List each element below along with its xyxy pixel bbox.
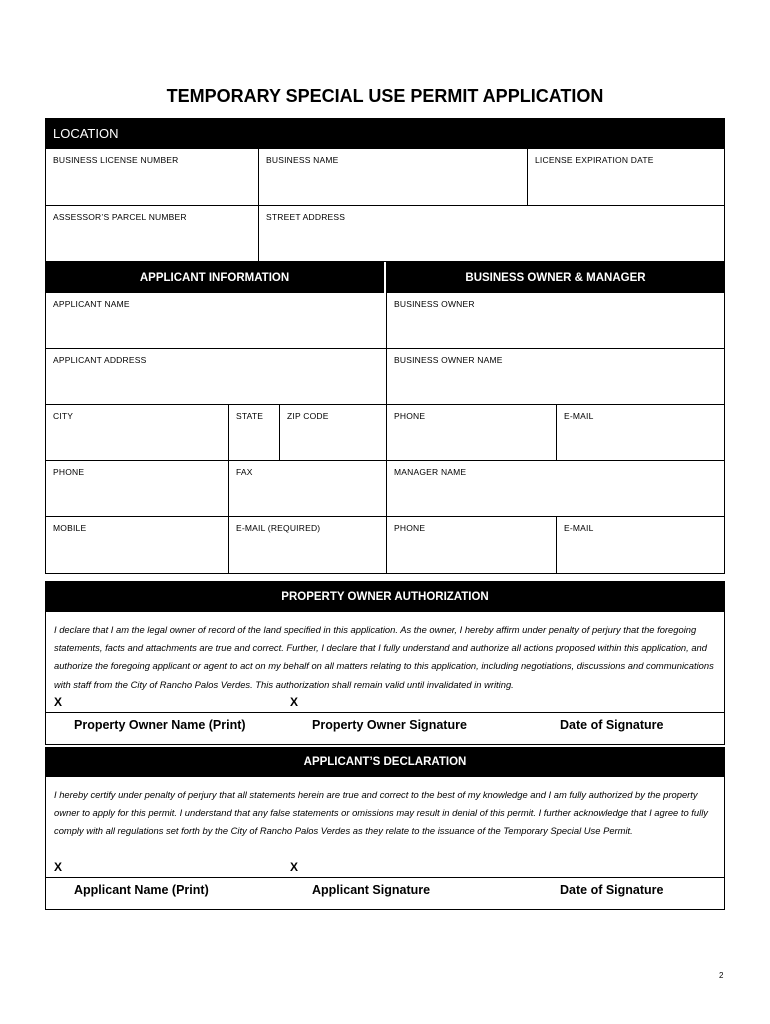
street-address-field[interactable]: STREET ADDRESS <box>258 206 724 261</box>
manager-email-field[interactable]: E-MAIL <box>556 517 724 573</box>
applicant-date-label: Date of Signature <box>560 883 664 897</box>
city-field[interactable]: CITY <box>53 411 74 421</box>
property-owner-authorization-section <box>45 581 725 745</box>
business-owner-field[interactable]: BUSINESS OWNER <box>386 293 724 348</box>
property-owner-name-print-label: Property Owner Name (Print) <box>74 718 246 732</box>
zip-code-field[interactable]: ZIP CODE <box>279 405 386 460</box>
applicant-owner-section <box>45 262 725 574</box>
location-section <box>45 118 725 262</box>
state-field[interactable]: STATE <box>228 405 279 460</box>
business-license-number-field[interactable]: BUSINESS LICENSE NUMBER <box>53 155 179 165</box>
page-title: TEMPORARY SPECIAL USE PERMIT APPLICATION <box>166 86 604 106</box>
property-owner-name-x-mark: X <box>54 695 63 709</box>
page-number: 2 <box>719 971 724 980</box>
mobile-field[interactable]: MOBILE <box>53 523 87 533</box>
property-owner-signature-x-mark: X <box>290 695 299 709</box>
owner-email-field[interactable]: E-MAIL <box>556 405 724 460</box>
applicant-name-print-label: Applicant Name (Print) <box>74 883 209 897</box>
business-owner-name-field[interactable]: BUSINESS OWNER NAME <box>386 349 724 404</box>
applicant-declaration-section <box>45 747 725 910</box>
business-owner-manager-header: BUSINESS OWNER & MANAGER <box>384 262 725 293</box>
manager-name-field[interactable]: MANAGER NAME <box>386 461 724 516</box>
applicant-information-header: APPLICANT INFORMATION <box>45 262 384 293</box>
applicant-name-field[interactable]: APPLICANT NAME <box>53 299 130 309</box>
assessors-parcel-number-field[interactable]: ASSESSOR’S PARCEL NUMBER <box>53 212 187 222</box>
applicant-phone-field[interactable]: PHONE <box>53 467 85 477</box>
applicant-signature-x-mark: X <box>290 860 299 874</box>
applicant-signature-label: Applicant Signature <box>312 883 431 897</box>
property-owner-signature-label: Property Owner Signature <box>312 718 467 732</box>
license-expiration-date-field[interactable]: LICENSE EXPIRATION DATE <box>527 149 724 205</box>
applicant-declaration-header: APPLICANT’S DECLARATION <box>45 747 725 777</box>
applicant-declaration-text: I hereby certify under penalty of perjury that all statements herein are true and correct to the best of my knowledge and I am fully authorized by the property owner to apply for this permit. I understand that any false statements or omissions may result in denial of this permit. I further acknowledge that I agree to fully comply with all regulations set forth by the City of Rancho Palos Verdes as they relate to the issuance of the Temporary Special Use Permit. <box>45 777 725 858</box>
fax-field[interactable]: FAX <box>228 461 386 516</box>
applicant-email-field[interactable]: E-MAIL (REQUIRED) <box>228 517 386 573</box>
applicant-name-x-mark: X <box>54 860 63 874</box>
property-owner-authorization-header: PROPERTY OWNER AUTHORIZATION <box>45 581 725 612</box>
location-header: LOCATION <box>45 118 725 149</box>
business-name-field[interactable]: BUSINESS NAME <box>258 149 527 205</box>
property-owner-declaration-text: I declare that I am the legal owner of record of the land specified in this application. As the owner, I hereby affirm under penalty of perjury that the foregoing statements, facts and attachments are true and correct. Further, I declare that I fully understand and authorize all actions proposed within this application, and authorize the foregoing applicant or agent to act on my behalf on all matters relating to this application, including negotiations, discussions and communications with staff from the City of Rancho Palos Verdes. This authorization shall remain valid until invalidated in writing. <box>45 612 725 693</box>
owner-phone-field[interactable]: PHONE <box>386 405 556 460</box>
applicant-address-field[interactable]: APPLICANT ADDRESS <box>53 355 147 365</box>
property-owner-date-label: Date of Signature <box>560 718 664 732</box>
manager-phone-field[interactable]: PHONE <box>386 517 556 573</box>
